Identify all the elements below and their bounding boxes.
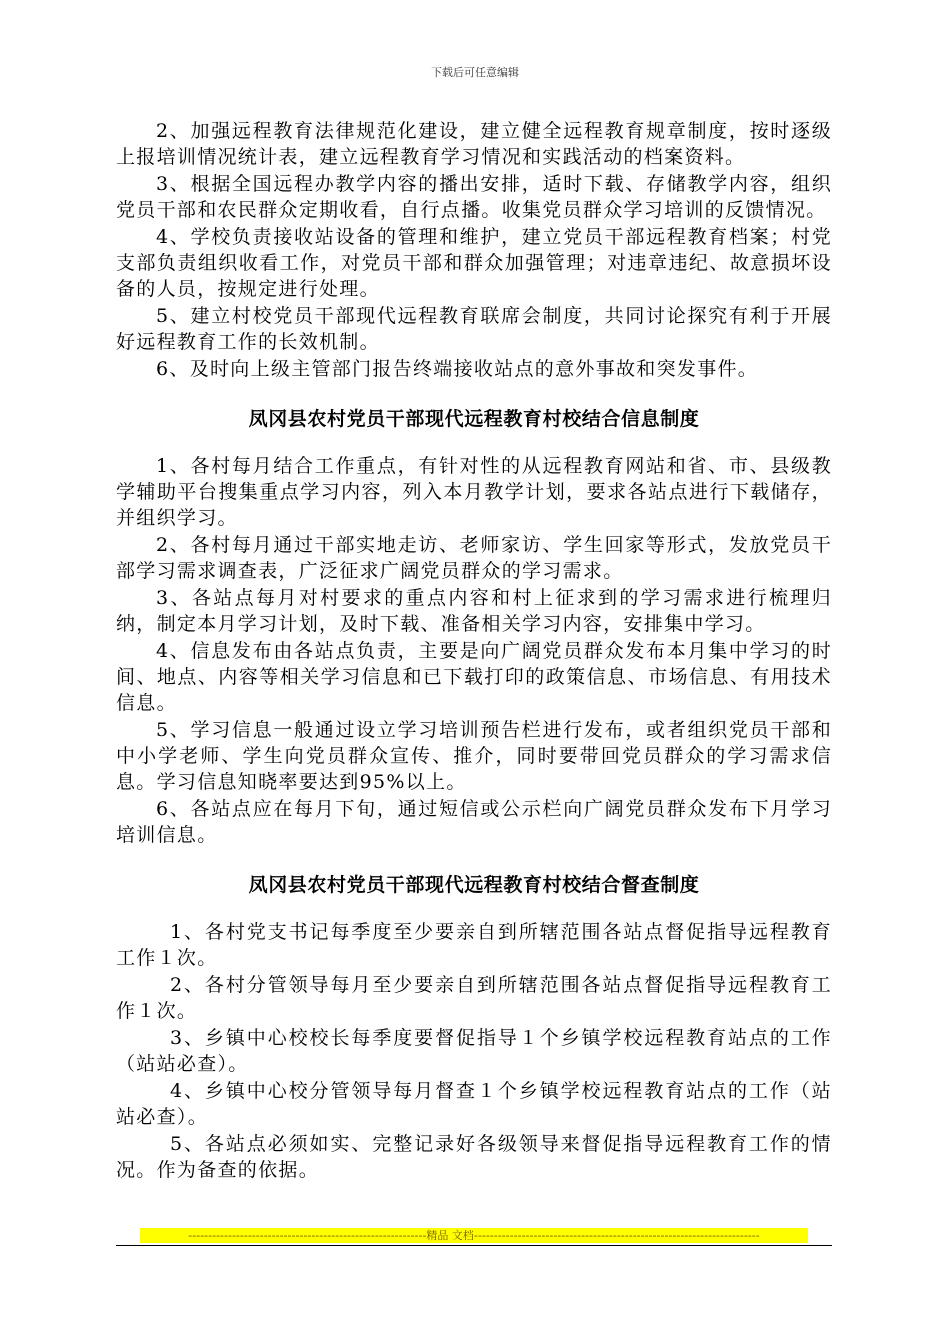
paragraph: 4、学校负责接收站设备的管理和维护，建立党员干部远程教育档案；村党支部负责组织收看工作，对党员干部和群众加强管理；对违章违纪、故意损坏设备的人员，按规定进行处理。	[116, 226, 832, 300]
paragraph: 4、信息发布由各站点负责，主要是向广阔党员群众发布本月集中学习的时间、地点、内容等相关学习信息和已下载打印的政策信息、市场信息、有用技术信息。	[116, 640, 832, 714]
paragraph: 1、各村党支书记每季度至少要亲自到所辖范围各站点督促指导远程教育工作１次。	[116, 921, 832, 969]
document-body	[116, 118, 832, 1184]
paragraph: 2、各村分管领导每月至少要亲自到所辖范围各站点督促指导远程教育工作１次。	[116, 974, 832, 1022]
paragraph: 6、及时向上级主管部门报告终端接收站点的意外事故和突发事件。	[156, 358, 759, 380]
intro-section	[116, 118, 832, 382]
paragraph: 3、根据全国远程办教学内容的播出安排，适时下载、存储教学内容，组织党员干部和农民群众定期收看，自行点播。收集党员群众学习培训的反馈情况。	[116, 173, 832, 221]
page-header: 下载后可任意编辑	[431, 66, 519, 79]
footer-banner: ------------------------------------------------------------精品 文档------------------------------------------------------------------------	[140, 1228, 808, 1243]
paragraph: 1、各村每月结合工作重点，有针对性的从远程教育网站和省、市、县级教学辅助平台搜集重点学习内容，列入本月教学计划，要求各站点进行下载储存，并组织学习。	[116, 455, 832, 529]
paragraph: 2、各村每月通过干部实地走访、老师家访、学生回家等形式，发放党员干部学习需求调查表，广泛征求广阔党员群众的学习需求。	[116, 534, 832, 582]
paragraph: 5、学习信息一般通过设立学习培训预告栏进行发布，或者组织党员干部和中小学老师、学生向党员群众宣传、推介，同时要带回党员群众的学习需求信息。学习信息知晓率要达到95%以上。	[116, 719, 832, 793]
paragraph: 6、各站点应在每月下旬，通过短信或公示栏向广阔党员群众发布下月学习培训信息。	[116, 798, 832, 846]
paragraph: 3、乡镇中心校校长每季度要督促指导１个乡镇学校远程教育站点的工作（站站必查）。	[116, 1027, 832, 1075]
info-system-section	[116, 404, 832, 848]
paragraph: 5、各站点必须如实、完整记录好各级领导来督促指导远程教育工作的情况。作为备查的依据。	[116, 1133, 832, 1181]
supervision-section	[116, 870, 832, 1183]
paragraph: 3、各站点每月对村要求的重点内容和村上征求到的学习需求进行梳理归纳，制定本月学习计划，及时下载、准备相关学习内容，安排集中学习。	[116, 587, 832, 635]
paragraph: 5、建立村校党员干部现代远程教育联席会制度，共同讨论探究有利于开展好远程教育工作的长效机制。	[116, 305, 832, 353]
paragraph: 2、加强远程教育法律规范化建设，建立健全远程教育规章制度，按时逐级上报培训情况统计表，建立远程教育学习情况和实践活动的档案资料。	[116, 120, 832, 168]
section-title: 凤冈县农村党员干部现代远程教育村校结合信息制度	[248, 408, 700, 430]
footer-divider	[116, 1245, 832, 1246]
section-title: 凤冈县农村党员干部现代远程教育村校结合督查制度	[248, 874, 700, 896]
paragraph: 4、乡镇中心校分管领导每月督查１个乡镇学校远程教育站点的工作（站站必查）。	[116, 1080, 832, 1128]
